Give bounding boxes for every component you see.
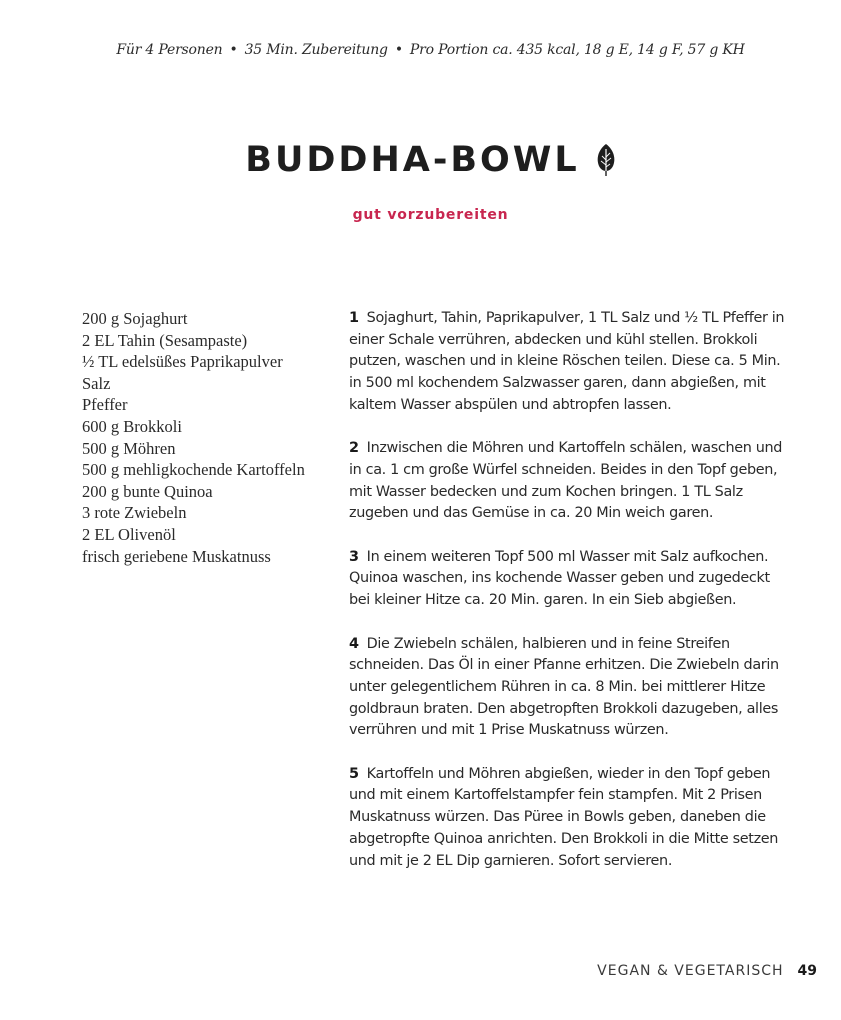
ingredient-item: 600 g Brokkoli <box>82 416 182 436</box>
ingredient-item: 2 EL Olivenöl <box>82 524 176 544</box>
ingredient-item: 3 rote Zwiebeln <box>82 503 187 523</box>
step-number: 5 <box>349 765 359 782</box>
separator: • <box>394 42 403 58</box>
step-text: Inzwischen die Möhren und Kartoffeln schälen, waschen und in ca. 1 cm große Würfel schneiden. Beides in den Topf geben, mit Wasser bedecken und zum Kochen bringen. 1 TL Salz zugeben und das Gemüse in ca. 20 Min weich garen. <box>349 440 783 522</box>
step-text: Die Zwiebeln schälen, halbieren und in feine Streifen schneiden. Das Öl in einer Pfanne erhitzen. Die Zwiebeln darin unter gelegentlichem Rühren in ca. 8 Min. bei mittlerer Hitze goldbraun braten. Den abgetropften Brokkoli dazugeben, alles verrühren und mit 1 Prise Muskatnuss würzen. <box>349 635 779 739</box>
prep-time: 35 Min. Zubereitung <box>244 42 388 58</box>
step-text: Sojaghurt, Tahin, Paprikapulver, 1 TL Salz und ½ TL Pfeffer in einer Schale verrühren, abdecken und kühl stellen. Brokkoli putzen, waschen und in kleine Röschen teilen. Diese ca. 5 Min. in 500 ml kochendem Salzwasser garen, dann abgießen, mit kaltem Wasser abspülen und abtropfen lassen. <box>349 310 785 413</box>
ingredient-item: Pfeffer <box>82 395 128 415</box>
step-number: 2 <box>349 440 359 457</box>
nutrition-info: Pro Portion ca. 435 kcal, 18 g E, 14 g F, 57 g KH <box>409 42 745 58</box>
step-number: 1 <box>349 310 359 326</box>
ingredient-item: 2 EL Tahin (Sesampaste) <box>82 330 248 350</box>
step <box>349 547 789 612</box>
step-number: 3 <box>349 548 359 565</box>
ingredient-item: frisch geriebene Muskatnuss <box>82 546 271 566</box>
step-text: Kartoffeln und Möhren abgießen, wieder in den Topf geben und mit einem Kartoffelstampfer fein stampfen. Mit 2 Prisen Muskatnuss würzen. Das Püree in Bowls geben, daneben die abgetropfte Quinoa anrichten. Den Brokkoli in die Mitte setzen und mit je 2 EL Dip garnieren. Sofort servieren. <box>349 765 779 869</box>
section-name: VEGAN & VEGETARISCH <box>597 963 784 979</box>
step-number: 4 <box>349 635 359 652</box>
step <box>349 438 789 525</box>
recipe-title-block <box>0 140 841 180</box>
page-footer <box>597 963 817 979</box>
leaf-icon <box>596 143 616 177</box>
step <box>349 634 789 743</box>
servings: Für 4 Personen <box>116 42 223 58</box>
step <box>349 764 789 873</box>
instruction-steps <box>349 308 789 894</box>
separator: • <box>229 42 238 58</box>
ingredient-item: Salz <box>82 373 111 393</box>
ingredient-item: 200 g Sojaghurt <box>82 309 188 328</box>
recipe-subtitle: gut vorzubereiten <box>352 207 509 223</box>
ingredient-item: 200 g bunte Quinoa <box>82 481 213 501</box>
ingredient-list <box>82 308 332 567</box>
ingredient-item: 500 g Möhren <box>82 438 176 458</box>
ingredient-item: 500 g mehligkochende Kartoffeln <box>82 460 305 480</box>
step <box>349 308 789 417</box>
page-number: 49 <box>797 963 817 979</box>
recipe-meta-line <box>0 42 841 58</box>
ingredient-item: ½ TL edelsüßes Paprikapulver <box>82 352 283 372</box>
step-text: In einem weiteren Topf 500 ml Wasser mit Salz aufkochen. Quinoa waschen, ins kochende Wasser geben und zugedeckt bei kleiner Hitze ca. 20 Min. garen. In ein Sieb abgießen. <box>349 548 770 609</box>
recipe-title: BUDDHA-BOWL <box>245 140 580 180</box>
